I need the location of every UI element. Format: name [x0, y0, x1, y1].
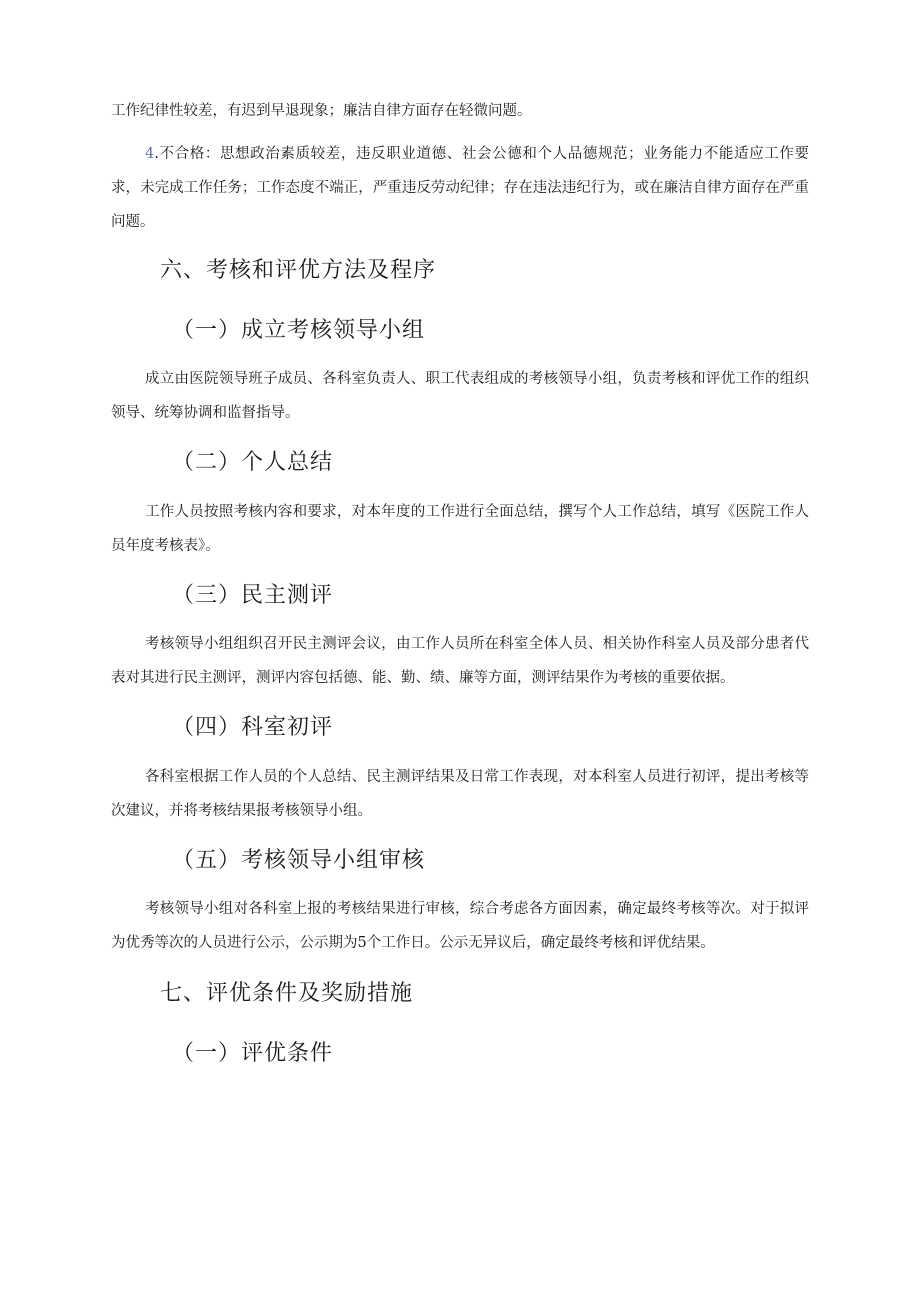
paragraph-unqualified	[111, 137, 809, 239]
paragraph-unqualified-text: .不合格：思想政治素质较差，违反职业道德、社会公德和个人品德规范；业务能力不能适应工作要求，未完成工作任务；工作态度不端正，严重违反劳动纪律；存在违法违纪行为，或在廉洁自律方面存在严重问题。	[111, 146, 809, 230]
paragraph-department-evaluation: 各科室根据工作人员的个人总结、民主测评结果及日常工作表现，对本科室人员进行初评，提出考核等次建议，并将考核结果报考核领导小组。	[111, 769, 809, 819]
subsection-heading-6-4: （四）科室初评	[172, 715, 334, 740]
list-number: 4	[145, 146, 155, 162]
subsection-heading-6-1: （一）成立考核领导小组	[172, 318, 426, 343]
section-heading-6: 六、考核和评优方法及程序	[160, 258, 437, 283]
subsection-heading-6-3: （三）民主测评	[172, 583, 334, 608]
subsection-heading-6-5: （五）考核领导小组审核	[172, 848, 426, 873]
paragraph-leading-group: 成立由医院领导班子成员、各科室负责人、职工代表组成的考核领导小组，负责考核和评优工作的组织领导、统筹协调和监督指导。	[111, 371, 809, 421]
paragraph-continuation: 工作纪律性较差，有迟到早退现象；廉洁自律方面存在轻微问题。	[111, 103, 532, 119]
section-heading-7: 七、评优条件及奖励措施	[160, 981, 414, 1006]
subsection-heading-7-1: （一）评优条件	[172, 1041, 334, 1066]
paragraph-group-review: 考核领导小组对各科室上报的考核结果进行审核，综合考虑各方面因素，确定最终考核等次。对于拟评为优秀等次的人员进行公示，公示期为5个工作日。公示无异议后，确定最终考核和评优结果。	[111, 901, 809, 951]
paragraph-democratic-evaluation: 考核领导小组组织召开民主测评会议，由工作人员所在科室全体人员、相关协作科室人员及部分患者代表对其进行民主测评，测评内容包括德、能、勤、绩、廉等方面，测评结果作为考核的重要依据。	[111, 636, 809, 686]
paragraph-personal-summary: 工作人员按照考核内容和要求，对本年度的工作进行全面总结，撰写个人工作总结，填写《医院工作人员年度考核表》。	[111, 504, 809, 554]
subsection-heading-6-2: （二）个人总结	[172, 450, 334, 475]
